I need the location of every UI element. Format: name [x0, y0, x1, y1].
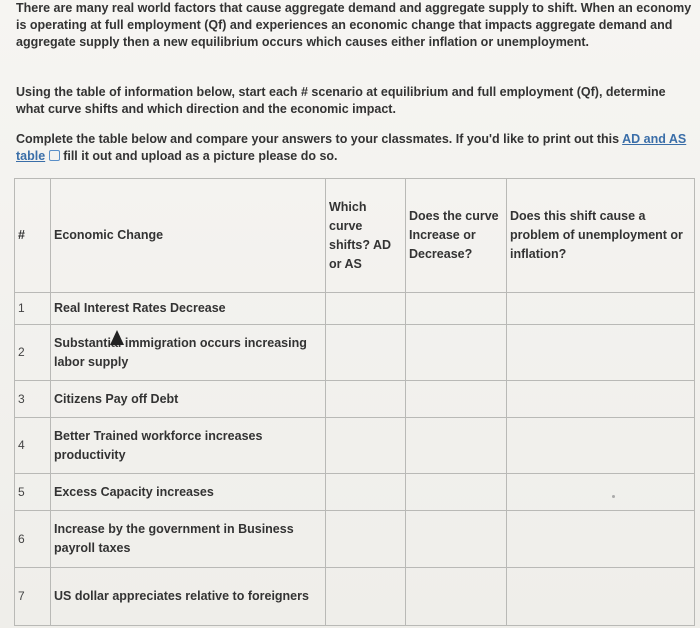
answer-cell-impact[interactable]	[507, 325, 695, 381]
answer-cell-direction[interactable]	[406, 568, 507, 626]
answer-cell-direction[interactable]	[406, 381, 507, 418]
answer-cell-direction[interactable]	[406, 474, 507, 511]
answer-cell-direction[interactable]	[406, 418, 507, 474]
row-change: Excess Capacity increases	[51, 474, 326, 511]
header-impact: Does this shift cause a problem of unemployment or inflation?	[507, 179, 695, 293]
row-change: Better Trained workforce increases productivity	[51, 418, 326, 474]
answer-cell-impact[interactable]	[507, 293, 695, 325]
answer-cell-impact[interactable]	[507, 568, 695, 626]
header-which-curve: Which curve shifts? AD or AS	[326, 179, 406, 293]
answer-cell-impact[interactable]	[507, 381, 695, 418]
table-row	[15, 568, 695, 626]
intro-paragraph-2: Using the table of information below, start each # scenario at equilibrium and full employment (Qf), determine what curve shifts and which direction and the economic impact.	[16, 85, 666, 116]
table-row	[15, 381, 695, 418]
row-number: 1	[15, 293, 51, 325]
table-header-row	[15, 179, 695, 293]
answer-cell-impact[interactable]	[507, 474, 695, 511]
row-change: Citizens Pay off Debt	[51, 381, 326, 418]
answer-cell-impact[interactable]	[507, 511, 695, 568]
answer-cell-curve[interactable]	[326, 325, 406, 381]
answer-cell-curve[interactable]	[326, 293, 406, 325]
speck-mark	[612, 495, 615, 498]
intro-paragraph-3	[16, 131, 694, 165]
ad-as-table-link[interactable]: AD and AS table	[16, 132, 687, 163]
row-number: 4	[15, 418, 51, 474]
instructions-text: Complete the table below and compare your answers to your classmates. If you'd like to print out this	[16, 132, 623, 146]
row-number: 7	[15, 568, 51, 626]
ad-as-table	[14, 178, 695, 626]
answer-cell-direction[interactable]	[406, 293, 507, 325]
table-row	[15, 418, 695, 474]
document-icon[interactable]	[49, 150, 60, 161]
answer-cell-curve[interactable]	[326, 418, 406, 474]
answer-cell-direction[interactable]	[406, 511, 507, 568]
answer-cell-impact[interactable]	[507, 418, 695, 474]
table-row	[15, 511, 695, 568]
row-number: 3	[15, 381, 51, 418]
row-number: 2	[15, 325, 51, 381]
row-number: 6	[15, 511, 51, 568]
mouse-pointer-icon	[110, 330, 124, 345]
answer-cell-curve[interactable]	[326, 474, 406, 511]
answer-cell-direction[interactable]	[406, 325, 507, 381]
table-row	[15, 474, 695, 511]
instructions-text-end: fill it out and upload as a picture please do so.	[63, 149, 338, 163]
answer-cell-curve[interactable]	[326, 381, 406, 418]
row-change: Substantial immigration occurs increasing labor supply	[51, 325, 326, 381]
row-change: US dollar appreciates relative to foreigners	[51, 568, 326, 626]
header-economic-change: Economic Change	[51, 179, 326, 293]
row-change: Real Interest Rates Decrease	[51, 293, 326, 325]
table-row	[15, 293, 695, 325]
header-direction: Does the curve Increase or Decrease?	[406, 179, 507, 293]
row-number: 5	[15, 474, 51, 511]
header-number: #	[15, 179, 51, 293]
row-change: Increase by the government in Business payroll taxes	[51, 511, 326, 568]
answer-cell-curve[interactable]	[326, 511, 406, 568]
answer-cell-curve[interactable]	[326, 568, 406, 626]
intro-paragraph-1: There are many real world factors that cause aggregate demand and aggregate supply to shift. When an economy is operating at full employment (Qf) and experiences an economic change that impacts aggregate demand and aggregate supply then a new equilibrium occurs which causes either inflation or unemployment.	[16, 1, 692, 49]
